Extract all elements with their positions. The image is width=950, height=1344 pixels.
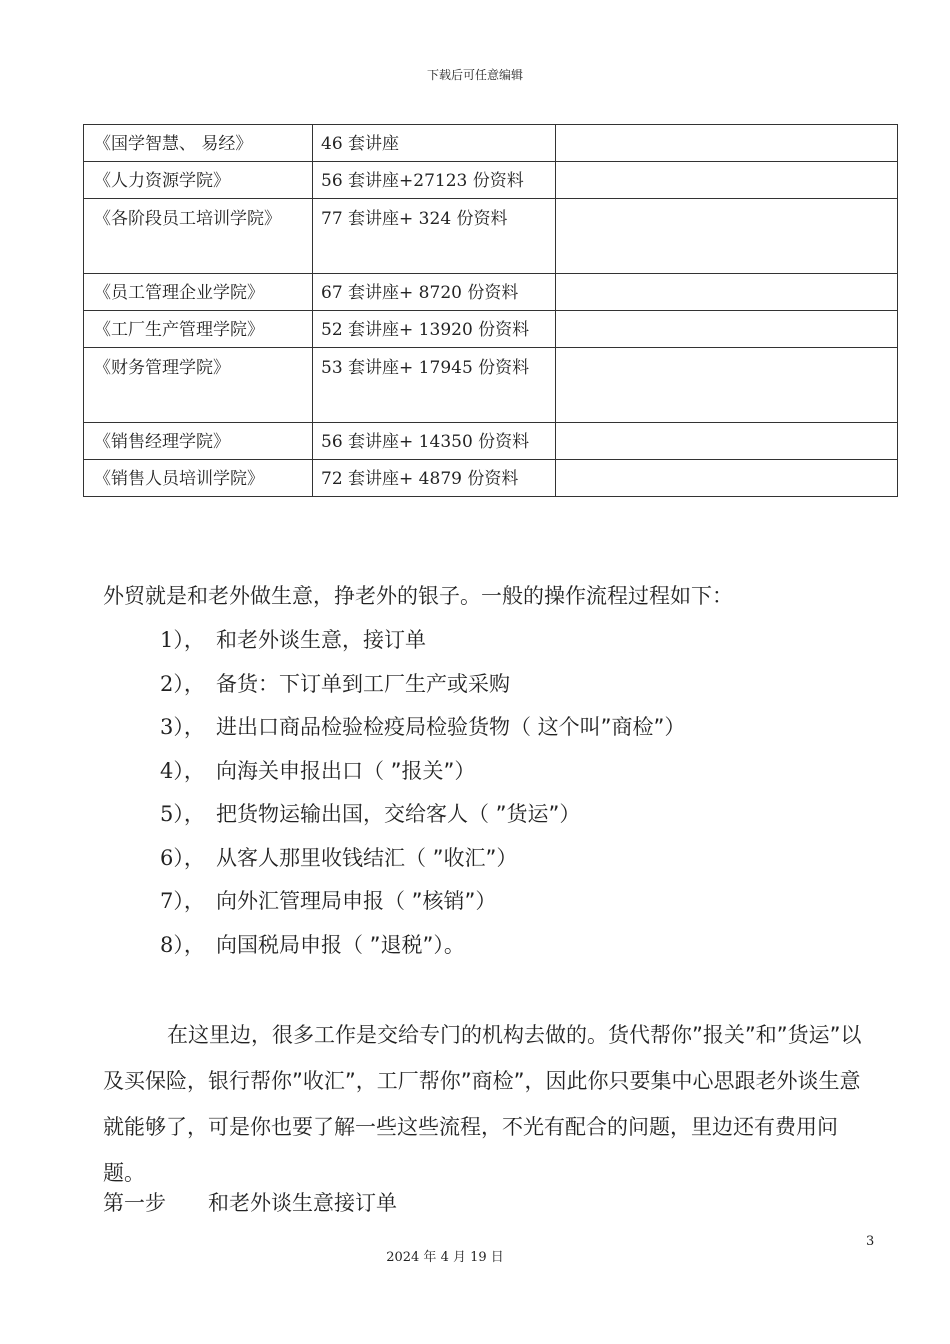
table-row [84,274,898,311]
course-content-cell: 56 套讲座+27123 份资料 [313,162,556,199]
step-number: 8）， [160,932,205,957]
step-text: 向海关申报出口（ ”报关”） [216,758,476,783]
list-item [160,840,685,884]
note-cell [556,423,898,460]
step-number: 6）， [160,845,205,870]
course-content-cell: 72 套讲座+ 4879 份资料 [313,460,556,497]
note-cell [556,348,898,423]
list-item [160,622,685,666]
list-item [160,666,685,710]
step-text: 备货：下订单到工厂生产或采购 [216,671,510,696]
list-item [160,753,685,797]
table-row [84,162,898,199]
list-item [160,883,685,927]
table-row [84,311,898,348]
note-cell [556,460,898,497]
course-table [83,124,898,497]
step-text: 和老外谈生意，接订单 [216,628,426,652]
list-item [160,709,685,753]
table-row [84,125,898,162]
section-title: 第一步 和老外谈生意接订单 [103,1191,397,1215]
course-content-cell: 67 套讲座+ 8720 份资料 [313,274,556,311]
table-row [84,199,898,274]
course-content-cell: 53 套讲座+ 17945 份资料 [313,348,556,423]
step-number: 1）， [160,628,205,652]
table-row [84,423,898,460]
course-name-cell: 《销售人员培训学院》 [84,460,313,497]
step-number: 3）， [160,715,205,739]
note-cell [556,199,898,274]
note-cell [556,311,898,348]
body-paragraph-text: 在这里边，很多工作是交给专门的机构去做的。货代帮你”报关”和”货运”以及买保险，银行帮你”收汇”，工厂帮你”商检”，因此你只要集中心思跟老外谈生意就能够了，可是你也要了解一些这些流程，不光有配合的问题，里边还有费用问题。 [103,1023,862,1185]
course-name-cell: 《财务管理学院》 [84,348,313,423]
process-steps-list [160,622,685,970]
step-number: 2）， [160,671,205,696]
page-header: 下载后可任意编辑 [426,68,523,82]
course-name-cell: 《各阶段员工培训学院》 [84,199,313,274]
course-content-cell: 77 套讲座+ 324 份资料 [313,199,556,274]
intro-paragraph: 外贸就是和老外做生意，挣老外的银子。一般的操作流程过程如下： [103,584,733,608]
course-content-cell: 46 套讲座 [313,125,556,162]
table-row [84,460,898,497]
step-text: 向国税局申报（ ”退税”）。 [216,932,465,957]
list-item [160,927,685,971]
step-text: 向外汇管理局申报（ ”核销”） [216,889,497,913]
step-number: 7）， [160,889,205,913]
step-number: 5）， [160,802,205,826]
table-row [84,348,898,423]
list-item [160,796,685,840]
course-name-cell: 《国学智慧、 易经》 [84,125,313,162]
course-content-cell: 56 套讲座+ 14350 份资料 [313,423,556,460]
step-number: 4）， [160,758,205,783]
note-cell [556,125,898,162]
note-cell [556,162,898,199]
page-footer-date: 2024 年 4 月 19 日 [386,1250,504,1265]
note-cell [556,274,898,311]
course-name-cell: 《工厂生产管理学院》 [84,311,313,348]
step-text: 从客人那里收钱结汇（ ”收汇”） [216,845,518,870]
body-paragraph [103,1012,873,1196]
step-text: 进出口商品检验检疫局检验货物（ 这个叫”商检”） [216,715,686,739]
course-content-cell: 52 套讲座+ 13920 份资料 [313,311,556,348]
course-name-cell: 《销售经理学院》 [84,423,313,460]
page-number: 3 [866,1234,875,1249]
course-name-cell: 《人力资源学院》 [84,162,313,199]
step-text: 把货物运输出国，交给客人（ ”货运”） [216,802,581,826]
course-name-cell: 《员工管理企业学院》 [84,274,313,311]
